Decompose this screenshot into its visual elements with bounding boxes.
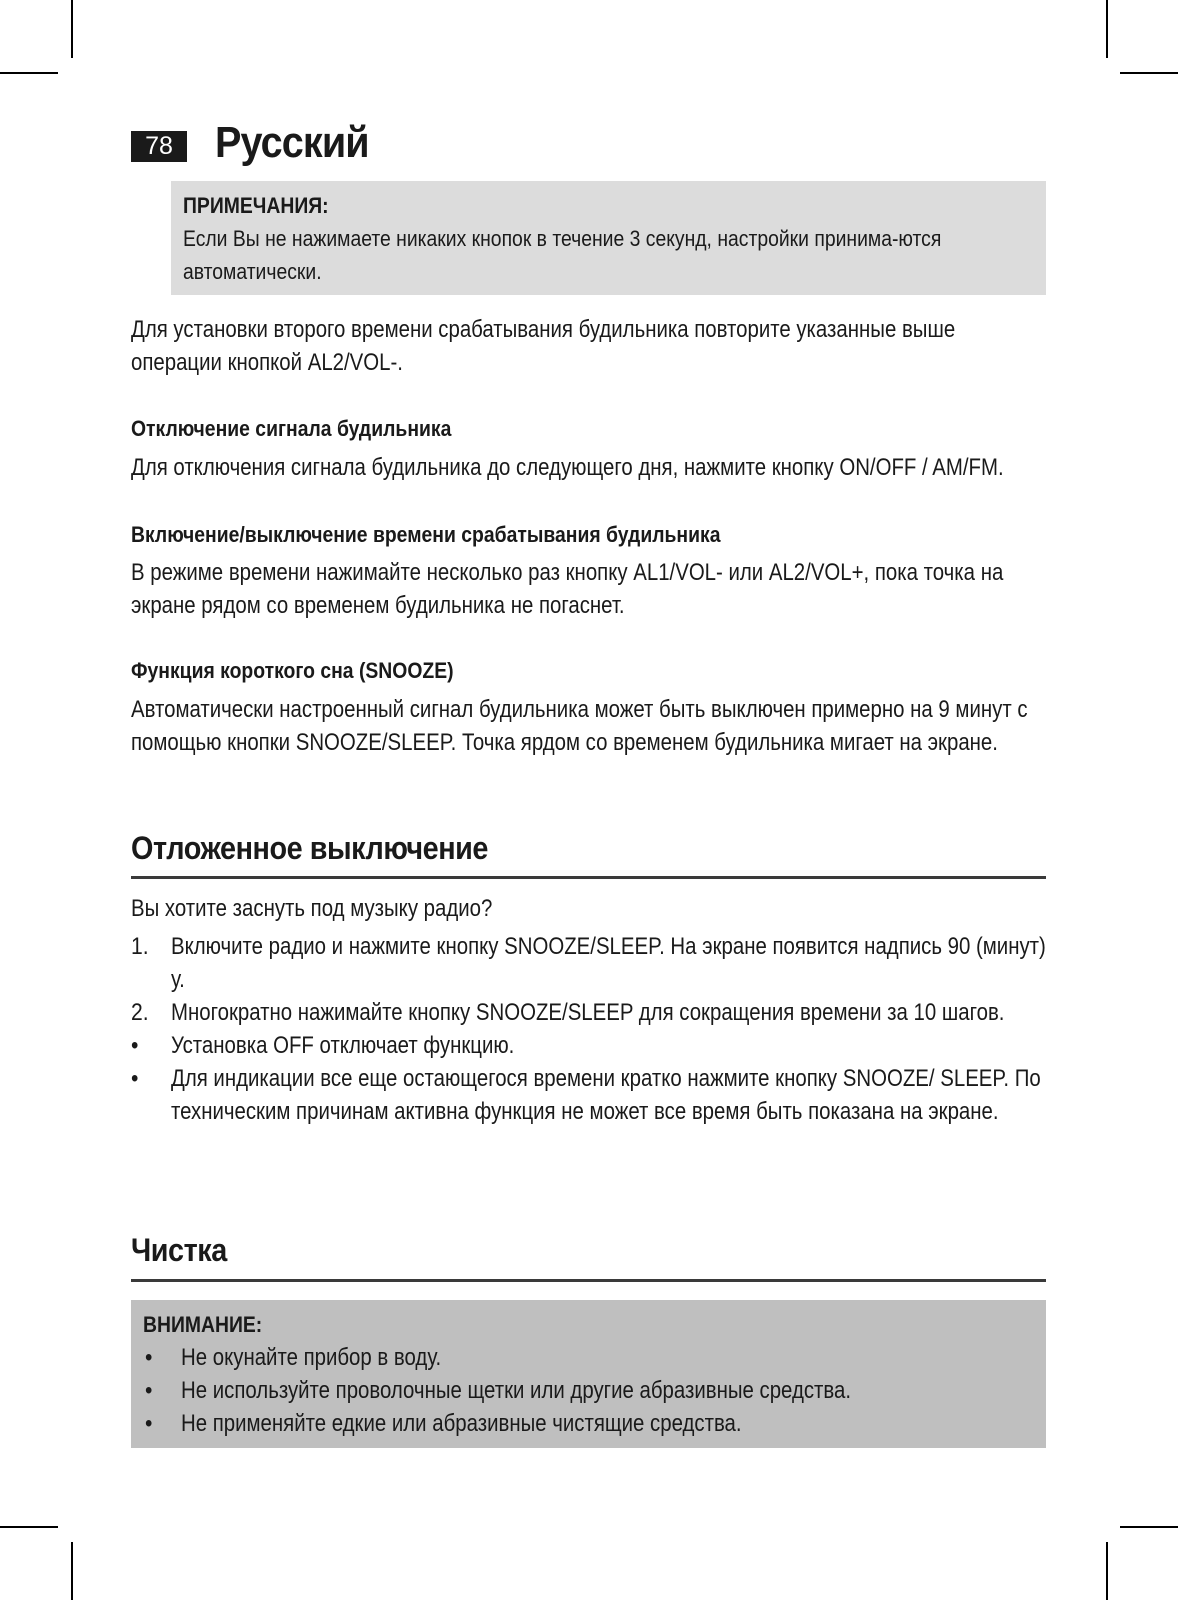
section-divider bbox=[131, 876, 1046, 879]
list-item-text: Не применяйте едкие или абразивные чистящие средства. bbox=[181, 1410, 742, 1437]
snooze-paragraph: Автоматически настроенный сигнал будильника может быть выключен примерно на 9 минут с помощью кнопки SNOOZE/SLEEP. Точка ярдом со временем будильника мигает на экране. bbox=[131, 696, 1028, 756]
crop-mark bbox=[1120, 1526, 1178, 1528]
crop-mark bbox=[0, 72, 58, 74]
crop-mark bbox=[1106, 1542, 1108, 1600]
list-item bbox=[143, 1374, 1034, 1407]
notes-box bbox=[171, 181, 1046, 295]
alarm-toggle-paragraph: В режиме времени нажимайте несколько раз кнопку AL1/VOL- или AL2/VOL+, пока точка на экране рядом со временем будильника не погаснет. bbox=[131, 559, 1004, 619]
crop-mark bbox=[1106, 0, 1108, 58]
list-item-text: Не окунайте прибор в воду. bbox=[181, 1344, 442, 1371]
bullet-icon: • bbox=[145, 1377, 153, 1404]
list-marker: 2. bbox=[131, 999, 149, 1026]
list-item-text: Не используйте проволочные щетки или другие абразивные средства. bbox=[181, 1377, 852, 1404]
list-item bbox=[131, 1062, 1046, 1128]
notes-text: Если Вы не нажимаете никаких кнопок в течение 3 секунд, настройки принима-ются автоматически. bbox=[183, 226, 942, 284]
list-item-text: Включите радио и нажмите кнопку SNOOZE/SLEEP. На экране появится надпись 90 (минут) у. bbox=[171, 933, 1046, 993]
alarm-toggle-heading: Включение/выключение времени срабатывания будильника bbox=[131, 522, 721, 547]
page-number: 78 bbox=[131, 131, 187, 162]
list-item-text: Многократно нажимайте кнопку SNOOZE/SLEEP для сокращения времени за 10 шагов. bbox=[171, 999, 1005, 1026]
bullet-icon: • bbox=[131, 1032, 139, 1059]
crop-mark bbox=[71, 0, 73, 58]
crop-mark bbox=[1120, 72, 1178, 74]
list-item bbox=[131, 930, 1046, 996]
list-item-text: Для индикации все еще остающегося времени кратко нажмите кнопку SNOOZE/ SLEEP. По техническим причинам активна функция не может все время быть показана на экране. bbox=[171, 1065, 1041, 1125]
sleep-section-title: Отложенное выключение bbox=[131, 830, 488, 866]
alarm2-paragraph: Для установки второго времени срабатывания будильника повторите указанные выше операции кнопкой AL2/VOL-. bbox=[131, 316, 956, 376]
notes-label: ПРИМЕЧАНИЯ: bbox=[183, 193, 329, 218]
list-item bbox=[131, 996, 1046, 1029]
section-divider bbox=[131, 1279, 1046, 1282]
sleep-steps-list bbox=[131, 930, 1046, 1128]
alarm-off-heading: Отключение сигнала будильника bbox=[131, 416, 452, 441]
sleep-intro: Вы хотите заснуть под музыку радио? bbox=[131, 895, 493, 922]
list-item bbox=[131, 1029, 1046, 1062]
crop-mark bbox=[71, 1542, 73, 1600]
warning-list bbox=[143, 1341, 1034, 1440]
list-item bbox=[143, 1341, 1034, 1374]
page-title: Русский bbox=[215, 118, 369, 167]
list-marker: 1. bbox=[131, 933, 149, 960]
warning-label: ВНИМАНИЕ: bbox=[143, 1312, 263, 1337]
bullet-icon: • bbox=[145, 1344, 153, 1371]
crop-mark bbox=[0, 1526, 58, 1528]
list-item bbox=[143, 1407, 1034, 1440]
bullet-icon: • bbox=[131, 1065, 139, 1092]
snooze-heading: Функция короткого сна (SNOOZE) bbox=[131, 658, 454, 683]
cleaning-section-title: Чистка bbox=[131, 1232, 227, 1268]
list-item-text: Установка OFF отключает функцию. bbox=[171, 1032, 515, 1059]
warning-box bbox=[131, 1300, 1046, 1448]
bullet-icon: • bbox=[145, 1410, 153, 1437]
alarm-off-paragraph: Для отключения сигнала будильника до следующего дня, нажмите кнопку ON/OFF / AM/FM. bbox=[131, 454, 1004, 481]
